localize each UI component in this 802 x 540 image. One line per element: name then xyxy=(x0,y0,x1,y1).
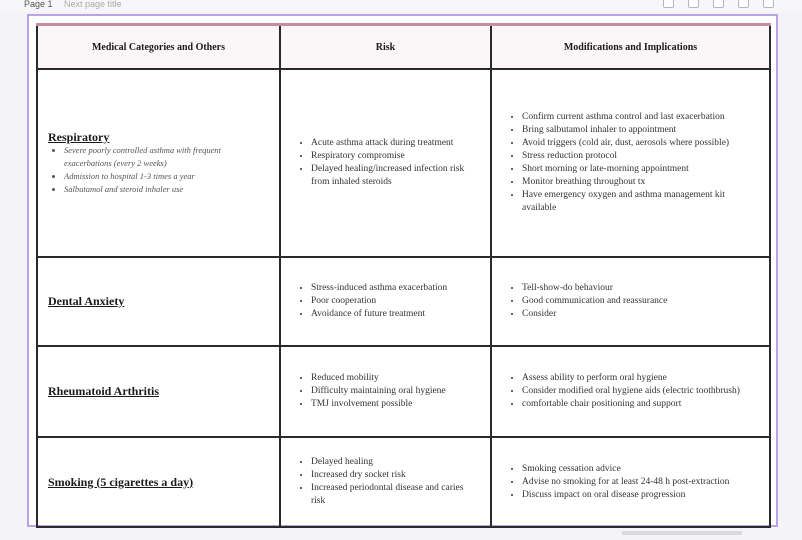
document-page xyxy=(27,14,778,527)
list-item: • comfortable chair positioning and support xyxy=(522,398,759,411)
modifications-cell xyxy=(491,69,770,257)
list-item: • Stress reduction protocol xyxy=(522,150,759,163)
category-title: Respiratory xyxy=(48,129,110,144)
list-item: • Respiratory compromise xyxy=(311,150,480,163)
download-icon[interactable] xyxy=(738,0,749,8)
list-item: • Tell-show-do behaviour xyxy=(522,282,759,295)
list-item: • Admission to hospital 1-3 times a year xyxy=(64,170,269,183)
category-title: Dental Anxiety xyxy=(48,294,125,308)
risk-cell xyxy=(280,257,491,346)
category-cell xyxy=(37,257,280,346)
zoom-slider[interactable] xyxy=(622,531,742,535)
category-title: Rheumatoid Arthritis xyxy=(48,384,159,398)
list-item: • Increased periodontal disease and caries risk xyxy=(311,482,480,508)
zoom-out-icon[interactable] xyxy=(663,0,674,8)
list-item: • Avoid triggers (cold air, dust, aerosols where possible) xyxy=(522,137,759,150)
modifications-cell xyxy=(491,437,770,527)
more-icon[interactable] xyxy=(763,0,774,8)
list-item: • Increased dry socket risk xyxy=(311,469,480,482)
risk-cell xyxy=(280,69,491,257)
list-item: • Have emergency oxygen and asthma management kit available xyxy=(522,189,759,215)
list-item: • Monitor breathing throughout tx xyxy=(522,176,759,189)
list-item: • Delayed healing/increased infection risk from inhaled steroids xyxy=(311,163,480,189)
category-cell xyxy=(37,346,280,437)
table-row xyxy=(37,257,770,346)
list-item: • Consider modified oral hygiene aids (electric toothbrush) xyxy=(522,385,759,398)
list-item: • Reduced mobility xyxy=(311,372,480,385)
category-notes xyxy=(48,144,269,196)
list-item: • Salbutamol and steroid inhaler use xyxy=(64,183,269,196)
list-item: • Acute asthma attack during treatment xyxy=(311,137,480,150)
list-item: • Advise no smoking for at least 24-48 h post-extraction xyxy=(522,476,759,489)
fit-page-icon[interactable] xyxy=(713,0,724,8)
modifications-cell xyxy=(491,346,770,437)
header-category: Medical Categories and Others xyxy=(37,25,280,70)
list-item: • Short morning or late-morning appointment xyxy=(522,163,759,176)
risk-cell xyxy=(280,437,491,527)
header-risk: Risk xyxy=(280,25,491,70)
list-item: • Stress-induced asthma exacerbation xyxy=(311,282,480,295)
medical-table xyxy=(36,23,771,528)
list-item: • Smoking cessation advice xyxy=(522,463,759,476)
list-item: • Poor cooperation xyxy=(311,295,480,308)
list-item: • Avoidance of future treatment xyxy=(311,308,480,321)
toolbar-tools xyxy=(663,0,774,8)
modifications-cell xyxy=(491,257,770,346)
table-row xyxy=(37,346,770,437)
list-item: • Difficulty maintaining oral hygiene xyxy=(311,385,480,398)
list-item: • Good communication and reassurance xyxy=(522,295,759,308)
list-item: • Severe poorly controlled asthma with frequent exacerbations (every 2 weeks) xyxy=(64,144,269,170)
list-item: • Assess ability to perform oral hygiene xyxy=(522,372,759,385)
category-title: Smoking (5 cigarettes a day) xyxy=(48,474,194,489)
table-row xyxy=(37,437,770,527)
list-item: • Discuss impact on oral disease progression xyxy=(522,489,759,502)
table-row xyxy=(37,69,770,257)
list-item: • Confirm current asthma control and last exacerbation xyxy=(522,111,759,124)
table-header-row xyxy=(37,25,770,70)
list-item: • TMJ involvement possible xyxy=(311,398,480,411)
zoom-in-icon[interactable] xyxy=(688,0,699,8)
category-cell xyxy=(37,69,280,257)
list-item: • Consider xyxy=(522,308,759,321)
risk-cell xyxy=(280,346,491,437)
category-cell xyxy=(37,437,280,527)
viewer-status-bar xyxy=(0,530,802,540)
list-item: • Delayed healing xyxy=(311,456,480,469)
page-label: Page 1 xyxy=(24,0,53,9)
viewer-toolbar xyxy=(0,0,802,12)
header-modifications: Modifications and Implications xyxy=(491,25,770,70)
page-subtitle: Next page title xyxy=(64,0,122,9)
list-item: • Bring salbutamol inhaler to appointment xyxy=(522,124,759,137)
